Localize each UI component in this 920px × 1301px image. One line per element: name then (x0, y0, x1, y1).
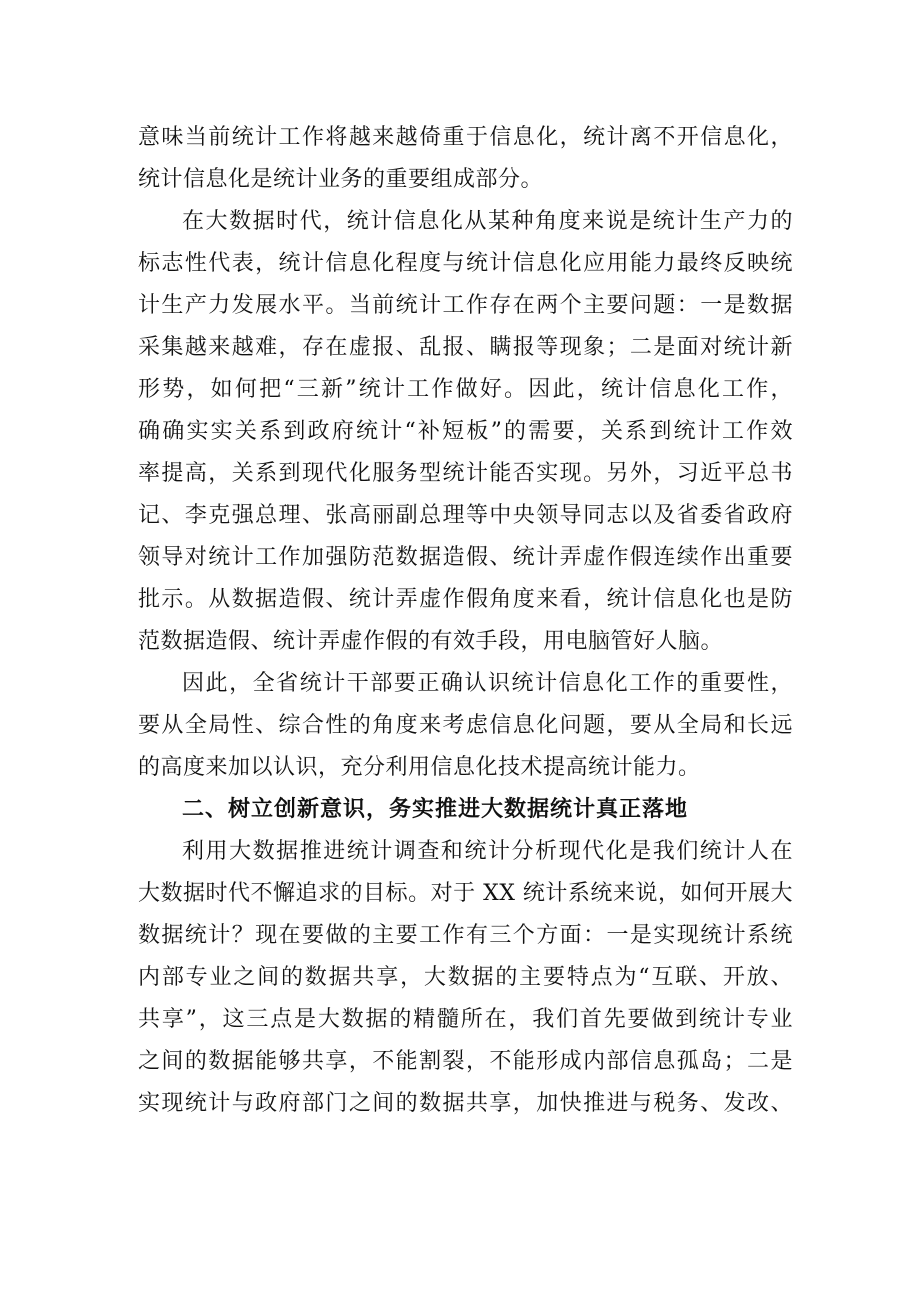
text-line: 实现统计与政府部门之间的数据共享，加快推进与税务、发改、 (138, 1091, 793, 1116)
text-line: 采集越来越难，存在虚报、乱报、瞒报等现象；二是面对统计新 (138, 335, 793, 360)
paragraph (138, 663, 793, 789)
text-line: 大数据时代不懈追求的目标。对于 XX 统计系统来说，如何开展大 (138, 881, 793, 906)
text-line: 利用大数据推进统计调查和统计分析现代化是我们统计人在 (182, 839, 793, 864)
text-line: 的高度来加以认识，充分利用信息化技术提高统计能力。 (138, 755, 701, 780)
text-line: 意味当前统计工作将越来越倚重于信息化，统计离不开信息化， (138, 125, 793, 150)
text-line: 统计信息化是统计业务的重要组成部分。 (138, 167, 544, 192)
text-line: 确确实实关系到政府统计“补短板”的需要，关系到统计工作效 (138, 419, 793, 444)
text-line: 批示。从数据造假、统计弄虚作假角度来看，统计信息化也是防 (138, 587, 793, 612)
section-heading: 二、树立创新意识，务实推进大数据统计真正落地 (182, 797, 689, 822)
text-line: 形势，如何把“三新”统计工作做好。因此，统计信息化工作， (138, 377, 793, 402)
text-line: 领导对统计工作加强防范数据造假、统计弄虚作假连续作出重要 (138, 545, 793, 570)
text-line: 共享”，这三点是大数据的精髓所在，我们首先要做到统计专业 (138, 1007, 793, 1032)
text-line: 要从全局性、综合性的角度来考虑信息化问题，要从全局和长远 (138, 713, 793, 738)
text-line: 在大数据时代，统计信息化从某种角度来说是统计生产力的 (182, 209, 793, 234)
text-line: 数据统计？现在要做的主要工作有三个方面：一是实现统计系统 (138, 923, 793, 948)
document-body (138, 117, 793, 1125)
paragraph (138, 831, 793, 1125)
text-line: 内部专业之间的数据共享，大数据的主要特点为“互联、开放、 (138, 965, 793, 990)
text-line: 范数据造假、统计弄虚作假的有效手段，用电脑管好人脑。 (138, 629, 724, 654)
paragraph (138, 201, 793, 663)
text-line: 记、李克强总理、张高丽副总理等中央领导同志以及省委省政府 (138, 503, 793, 528)
paragraph (138, 117, 793, 201)
text-line: 因此，全省统计干部要正确认识统计信息化工作的重要性， (182, 671, 793, 696)
text-line: 计生产力发展水平。当前统计工作存在两个主要问题：一是数据 (138, 293, 793, 318)
text-line: 率提高，关系到现代化服务型统计能否实现。另外，习近平总书 (138, 461, 793, 486)
text-line: 之间的数据能够共享，不能割裂，不能形成内部信息孤岛；二是 (138, 1049, 793, 1074)
text-line: 标志性代表，统计信息化程度与统计信息化应用能力最终反映统 (138, 251, 793, 276)
